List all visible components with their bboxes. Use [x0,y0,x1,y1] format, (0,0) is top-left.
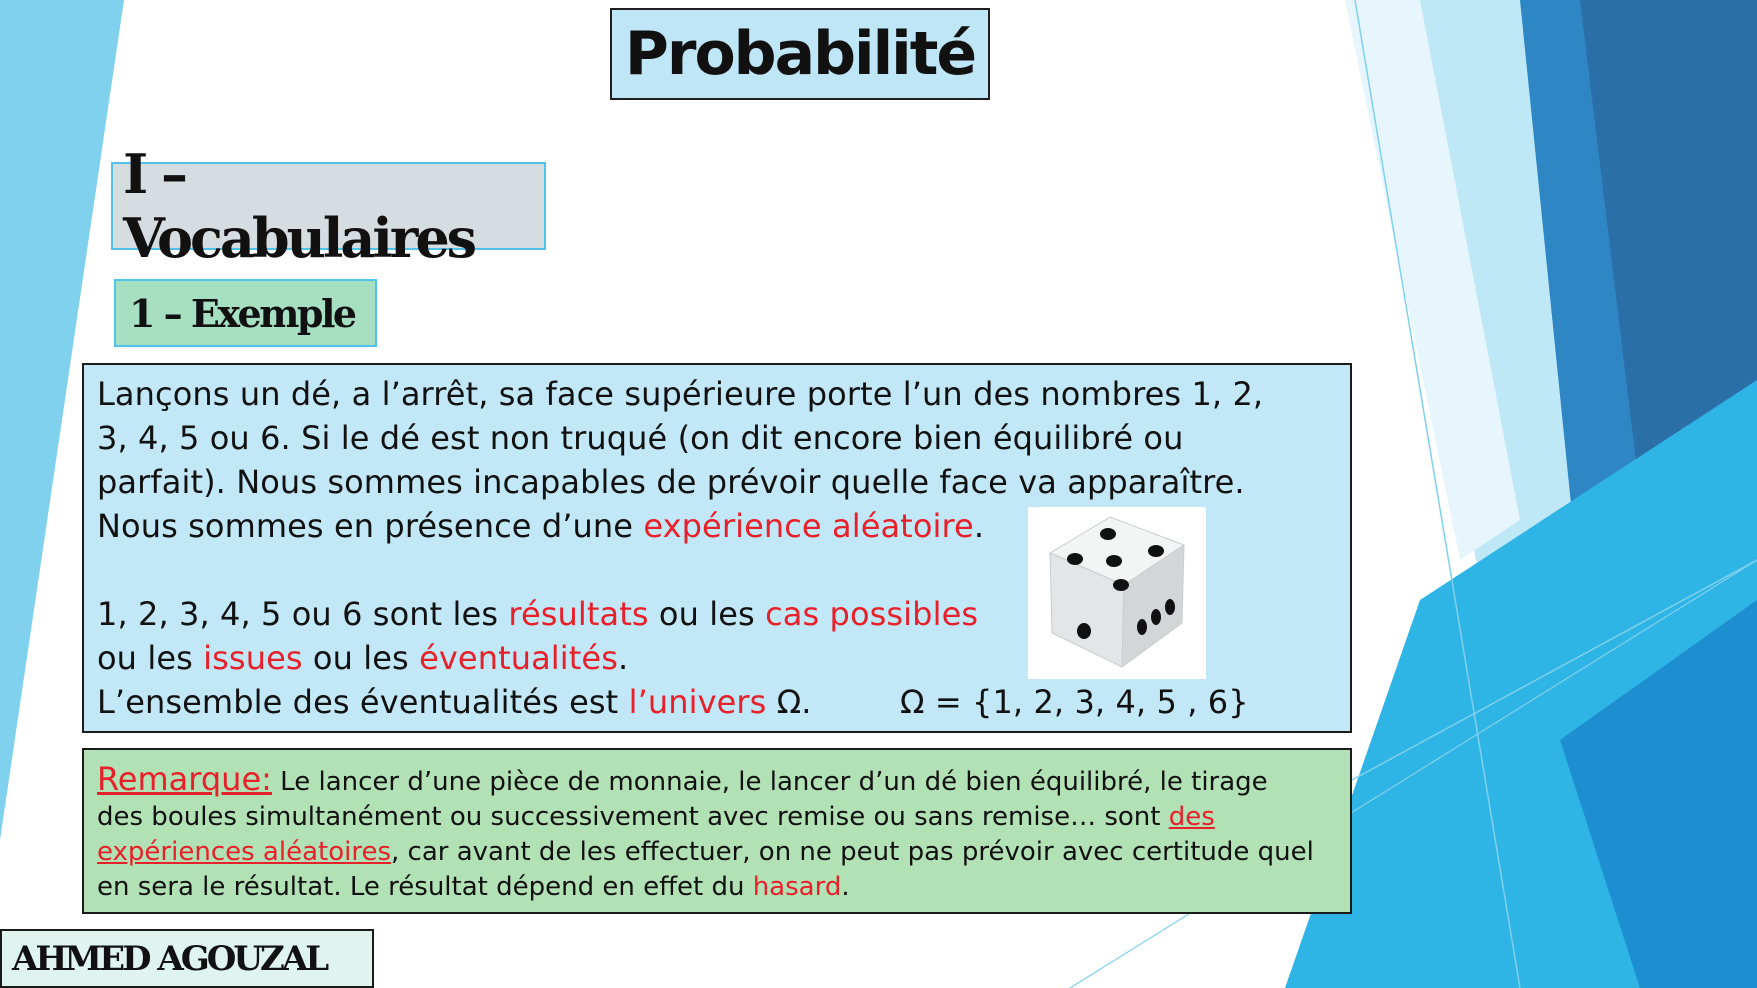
author-name: AHMED AGOUZAL [12,938,327,979]
section-heading-box [111,142,546,270]
text-segment: Nous sommes en présence d’une [97,507,644,545]
slide-title: Probabilité [624,19,976,89]
remark-line-4 [97,872,850,902]
example-line-2: 3, 4, 5 ou 6. Si le dé est non truqué (on dit encore bien équilibré ou [97,419,1184,457]
text-segment: . [841,872,850,902]
text-segment: L’ensemble des éventualités est [97,683,629,721]
text-segment: Ω. [766,683,812,721]
term-random-experiments-part2: expériences aléatoires [97,837,391,867]
example-line-7 [97,683,812,721]
example-line-4 [97,507,984,545]
text-segment: des boules simultanément ou successivement avec remise ou sans remise… sont [97,802,1169,832]
text-segment: , car avant de les effectuer, on ne peut pas prévoir avec certitude quel [391,837,1314,867]
remark-line-3 [97,837,1314,867]
subsection-heading: 1 – Exemple [129,290,355,336]
author-box [0,929,374,988]
example-line-3: parfait). Nous sommes incapables de prévoir quelle face va apparaître. [97,463,1245,501]
term-random-experiments-part1: des [1168,802,1215,832]
example-line-1: Lançons un dé, a l’arrêt, sa face supérieure porte l’un des nombres 1, 2, [97,375,1264,413]
term-random-experiment: expérience aléatoire [643,507,974,545]
dice-icon [1028,507,1206,679]
example-line-5 [97,595,978,633]
text-segment: ou les [302,639,420,677]
text-segment: . [973,507,985,545]
remark-box [82,748,1352,914]
example-box [82,363,1352,733]
term-chance: hasard [752,872,842,902]
text-segment: Le lancer d’une pièce de monnaie, le lancer d’un dé bien équilibré, le tirage [271,767,1268,797]
term-issues: issues [203,639,303,677]
text-segment: ou les [648,595,766,633]
section-heading: I – Vocabulaires [123,142,475,270]
remark-label: Remarque: [97,760,272,798]
term-results: résultats [508,595,649,633]
dice-image [1028,507,1206,679]
text-segment: en sera le résultat. Le résultat dépend en effet du [97,872,753,902]
omega-set: Ω = {1, 2, 3, 4, 5 , 6} [900,683,1249,721]
subsection-heading-box [114,279,377,347]
slide-title-box [610,8,990,100]
text-segment: ou les [97,639,204,677]
text-segment: 1, 2, 3, 4, 5 ou 6 sont les [97,595,509,633]
remark-line-1 [97,760,1268,798]
term-possible-cases: cas possibles [765,595,979,633]
example-line-6 [97,639,628,677]
term-universe: l’univers [628,683,767,721]
term-eventualities: éventualités [419,639,618,677]
text-segment: . [618,639,629,677]
remark-line-2 [97,802,1215,832]
